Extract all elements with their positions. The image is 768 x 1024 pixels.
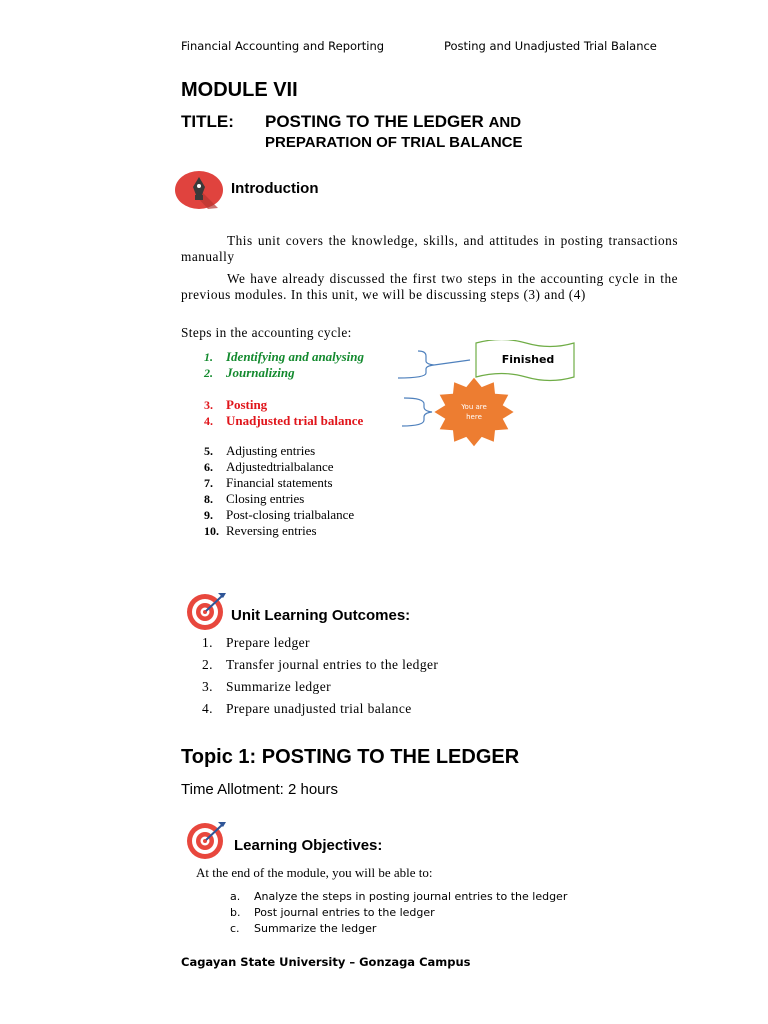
list-item: 3. Summarize ledger: [202, 679, 331, 694]
list-item: b. Post journal entries to the ledger: [230, 906, 435, 919]
list-item: 10. Reversing entries: [204, 523, 317, 538]
intro-paragraph-1: This unit covers the knowledge, skills, and attitudes in posting transactions manually: [181, 233, 678, 264]
topic-title: Topic 1: POSTING TO THE LEDGER: [181, 746, 520, 768]
steps-heading: Steps in the accounting cycle:: [181, 325, 352, 340]
title-line-1-main: POSTING TO THE LEDGER: [265, 112, 484, 131]
list-item: 5. Adjusting entries: [204, 443, 316, 458]
finished-label: Finished: [501, 353, 555, 366]
list-item: 8. Closing entries: [204, 491, 305, 506]
time-allotment: Time Allotment: 2 hours: [181, 781, 339, 798]
title-line-1-tail: AND: [488, 114, 522, 131]
list-item: 9. Post-closing trialbalance: [204, 507, 355, 522]
footer: Cagayan State University – Gonzaga Campus: [181, 955, 471, 969]
list-item: 2. Journalizing: [204, 365, 295, 380]
list-item: a. Analyze the steps in posting journal entries to the ledger: [230, 890, 568, 903]
list-item: 7. Financial statements: [204, 475, 333, 490]
title-label: TITLE:: [181, 112, 234, 131]
list-item: 4. Prepare unadjusted trial balance: [202, 701, 412, 716]
learning-objectives-heading: Learning Objectives:: [234, 837, 383, 854]
list-item: 2. Transfer journal entries to the ledger: [202, 657, 439, 672]
list-item: 1. Prepare ledger: [202, 635, 310, 650]
ulo-heading: Unit Learning Outcomes:: [231, 607, 411, 624]
connector-finished: [434, 360, 470, 365]
pen-nib-icon: [174, 170, 224, 210]
target-icon: [186, 591, 228, 631]
brace-finished: [398, 351, 434, 378]
list-item: 3. Posting: [204, 397, 268, 412]
target-icon: [186, 820, 228, 860]
header-left: Financial Accounting and Reporting: [181, 39, 385, 53]
intro-paragraph-2: We have already discussed the first two steps in the accounting cycle in the previous modules. In this unit, we will be discussing steps (3) and (4): [181, 271, 678, 302]
introduction-heading: Introduction: [231, 180, 319, 197]
title-line-1: [265, 112, 521, 132]
brace-you-are-here: [402, 398, 432, 426]
title-line-2: PREPARATION OF TRIAL BALANCE: [265, 134, 523, 151]
list-item: 1. Identifying and analysing: [204, 349, 364, 364]
you-are-here-label: You are here: [461, 403, 487, 421]
list-item: 4. Unadjusted trial balance: [204, 413, 364, 428]
header-right: Posting and Unadjusted Trial Balance: [444, 39, 657, 53]
list-item: 6. Adjustedtrialbalance: [204, 459, 334, 474]
module-title: MODULE VII: [181, 79, 298, 101]
learning-objectives-intro: At the end of the module, you will be able to:: [196, 865, 433, 880]
list-item: c. Summarize the ledger: [230, 922, 377, 935]
